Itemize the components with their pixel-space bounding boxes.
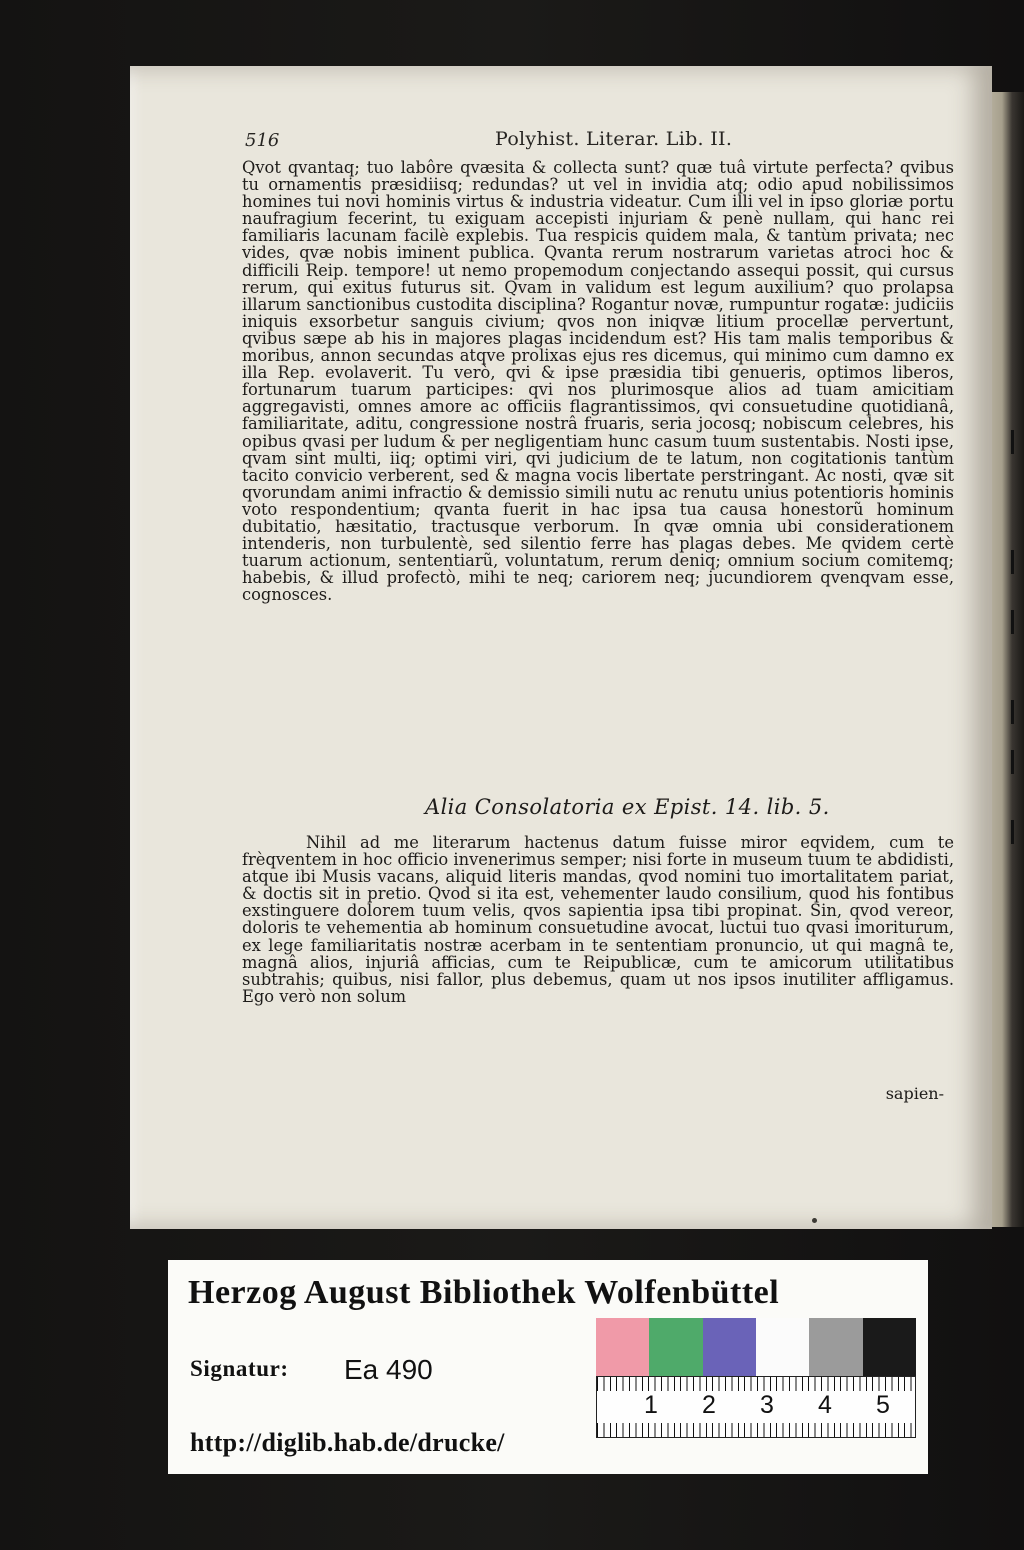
- page-header: [245, 128, 945, 154]
- body-text-block-1: [242, 159, 954, 603]
- color-swatch-5: [809, 1318, 862, 1376]
- ruler-ticks-top: [597, 1377, 915, 1391]
- color-calibration-chart: [596, 1318, 916, 1376]
- color-swatch-6: [863, 1318, 916, 1376]
- library-name: Herzog August Bibliothek Wolfenbüttel: [188, 1274, 780, 1311]
- catchword: sapien-: [885, 1084, 944, 1103]
- section-heading: Alia Consolatoria ex Epist. 14. lib. 5.: [425, 795, 830, 819]
- ruler-number-2: 2: [702, 1391, 716, 1419]
- body-text-block-2: [242, 834, 954, 1005]
- signature-value: Ea 490: [344, 1354, 433, 1385]
- ruler-number-4: 4: [818, 1391, 832, 1419]
- color-swatch-1: [596, 1318, 649, 1376]
- body-paragraph-1: Qvot qvantaq; tuo labôre qvæsita & collecta sunt? quæ tuâ virtute perfecta? qvibus tu ornamentis præsidiisq; redundas? ut vel in invidia atq; odio apud nobilissimos homines tui novi hominis virtus & industria videatur. Cum illi vel in ipso gloriæ portu naufragium fecerint, tu exiguam accepisti injuriam & penè nullam, qui hanc rei familiaris lacunam facilè explebis. Tua respicis quidem mala, & tantùm privata; nec vides, qvæ nobis iminent publica. Qvanta rerum nostrarum varietas atroci hoc & difficili Reip. tempore! ut nemo propemodum conjectando assequi possit, qui cursus rerum, qui exitus futurus sit. Qvam in validum est legum auxilium? quo prolapsa illarum sanctionibus custodita disciplina? Rogantur novæ, rumpuntur rogatæ: judiciis iniquis exsorbetur sanguis civium; qvos non iniqvæ litium procellæ pervertunt, qvibus sæpe ab his in majores plagas incidendum est? His tam malis temporibus & moribus, annon secundas atqve prolixas ejus res dicemus, qui minimo cum damno ex illa Rep. evolaverit. Tu verò, qvi & ipse præsidia tibi genueris, optimos liberos, fortunarum tuarum participes: qvi nos plurimosque alios ad tuam amicitiam aggregavisti, omnes amore ac officiis flagrantissimos, qvi consuetudine quotidianâ, familiaritate, aditu, congressione nostrâ fruaris, seria jocosq; nobiscum celebres, his opibus qvasi per ludum & per negligentiam hunc casum tuum sustentabis. Nosti ipse, qvam sint multi, iiq; optimi viri, qvi judicium de te latum, non cogitationis tantùm tacito convicio verberent, sed & magna vocis libertate perstringant. Ac nosti, qvæ sit qvorundam animi infractio & demissio simili nutu ac renutu unius potentioris hominis voto respondentium; qvanta fuerit in hac ipsa tua causa honestorũ hominum dubitatio, hæsitatio, tractusque verborum. In qvæ omnia ubi considerationem intenderis, non turbulentè, sed silentio ferre has plagas debes. Me qvidem certè tuarum actionum, sententiarũ, voluntatum, rerum deniq; omnium socium comitemq; habebis, & illud profectò, mihi te neq; cariorem neq; jucundiorem qvenqvam esse, cognosces.: [242, 158, 954, 605]
- color-swatch-2: [649, 1318, 702, 1376]
- adjacent-page-text-fragments: [1003, 400, 1024, 1100]
- page-number: 516: [245, 130, 280, 151]
- color-swatch-3: [703, 1318, 756, 1376]
- book-page: [130, 66, 992, 1229]
- ruler-number-5: 5: [876, 1391, 890, 1419]
- scale-ruler: [596, 1376, 916, 1438]
- library-label-card: [168, 1260, 928, 1474]
- ruler-number-1: 1: [644, 1391, 658, 1419]
- running-head: Polyhist. Literar. Lib. II.: [495, 128, 733, 150]
- body-paragraph-2: Nihil ad me literarum hactenus datum fuisse miror eqvidem, cum te frèqventem in hoc officio invenerimus semper; nisi forte in museum tuum te abdidisti, atque ibi Musis vacans, aliquid literis mandas, qvod nomini tuo imortalitatem pariat, & doctis sit in pretio. Qvod si ita est, vehementer laudo consilium, quod his fontibus exstinguere dolorem tuum velis, qvos sapientia ipsa tibi propinat. Sin, qvod vereor, doloris te vehementia ab hominum consuetudine avocat, luctui tuo qvasi imoriturum, ex lege familiaritatis nostræ acerbam in te sententiam pronuncio, ut qui magnâ te, magnâ alios, injuriâ afficias, cum te Reipublicæ, cum te amicorum utilitatibus subtrahis; quibus, nisi fallor, plus debemus, quam ut nos ipsos inutiliter affligamus. Ego verò non solum: [242, 833, 954, 1006]
- color-swatch-4: [756, 1318, 809, 1376]
- library-url: http://diglib.hab.de/drucke/: [190, 1428, 505, 1457]
- signature-label: Signatur:: [190, 1356, 289, 1381]
- page-mark: [812, 1218, 817, 1223]
- ruler-ticks-bottom: [597, 1423, 915, 1437]
- ruler-number-3: 3: [760, 1391, 774, 1419]
